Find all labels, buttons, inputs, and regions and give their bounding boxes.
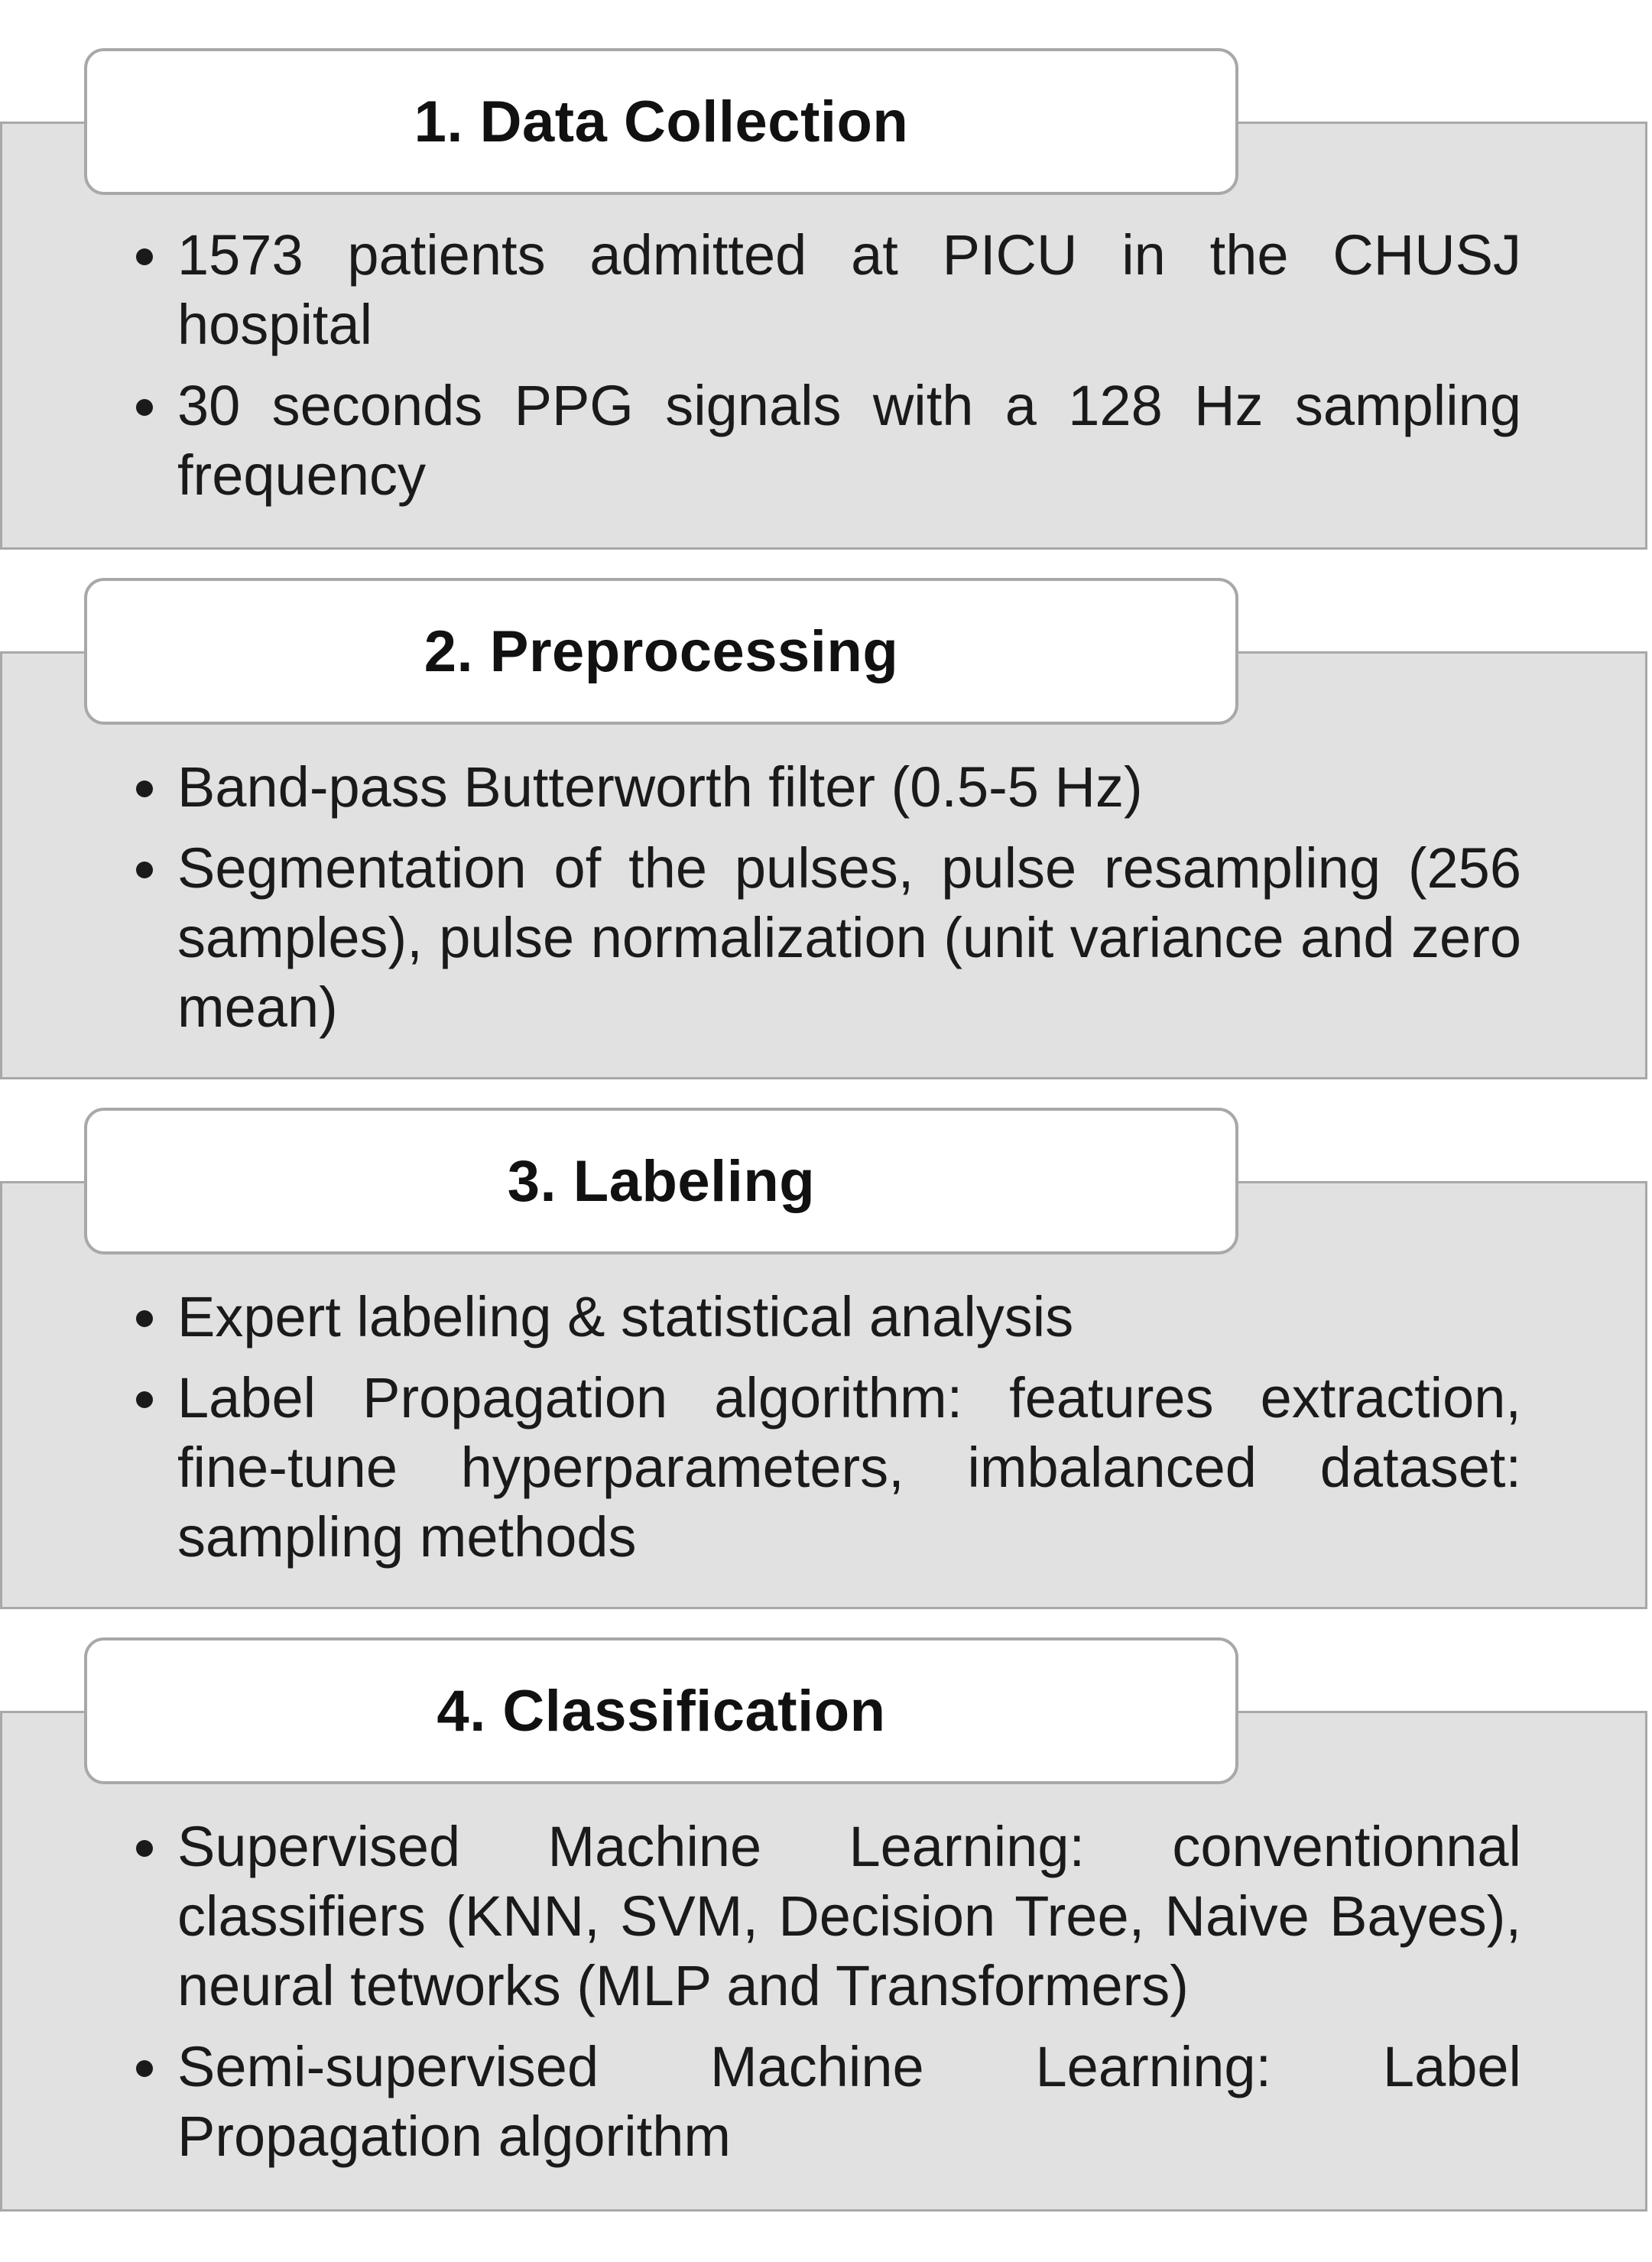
bullet-item: Label Propagation algorithm: features extraction, fine-tune hyperparameters, imbalanced dataset: sampling methods <box>130 1363 1521 1572</box>
stage-title: 2. Preprocessing <box>84 578 1238 725</box>
stage-labeling <box>0 1108 1652 1597</box>
bullet-list <box>130 752 1521 1053</box>
stage-title: 4. Classification <box>84 1637 1238 1784</box>
bullet-list <box>130 1282 1521 1583</box>
bullet-item: 30 seconds PPG signals with a 128 Hz sampling frequency <box>130 371 1521 510</box>
stage-classification <box>0 1637 1652 2168</box>
bullet-item: Segmentation of the pulses, pulse resampling (256 samples), pulse normalization (unit variance and zero mean) <box>130 833 1521 1042</box>
stage-title: 3. Labeling <box>84 1108 1238 1254</box>
bullet-item: Supervised Machine Learning: conventionnal classifiers (KNN, SVM, Decision Tree, Naive Bayes), neural tetworks (MLP and Transformers) <box>130 1812 1521 2020</box>
bullet-list <box>130 220 1521 521</box>
stage-preprocessing <box>0 578 1652 1067</box>
bullet-item: 1573 patients admitted at PICU in the CHUSJ hospital <box>130 220 1521 359</box>
bullet-list <box>130 1812 1521 2182</box>
stage-data-collection <box>0 48 1652 537</box>
bullet-item: Band-pass Butterworth filter (0.5-5 Hz) <box>130 752 1521 822</box>
stage-title: 1. Data Collection <box>84 48 1238 195</box>
bullet-item: Semi-supervised Machine Learning: Label Propagation algorithm <box>130 2032 1521 2171</box>
bullet-item: Expert labeling & statistical analysis <box>130 1282 1521 1352</box>
